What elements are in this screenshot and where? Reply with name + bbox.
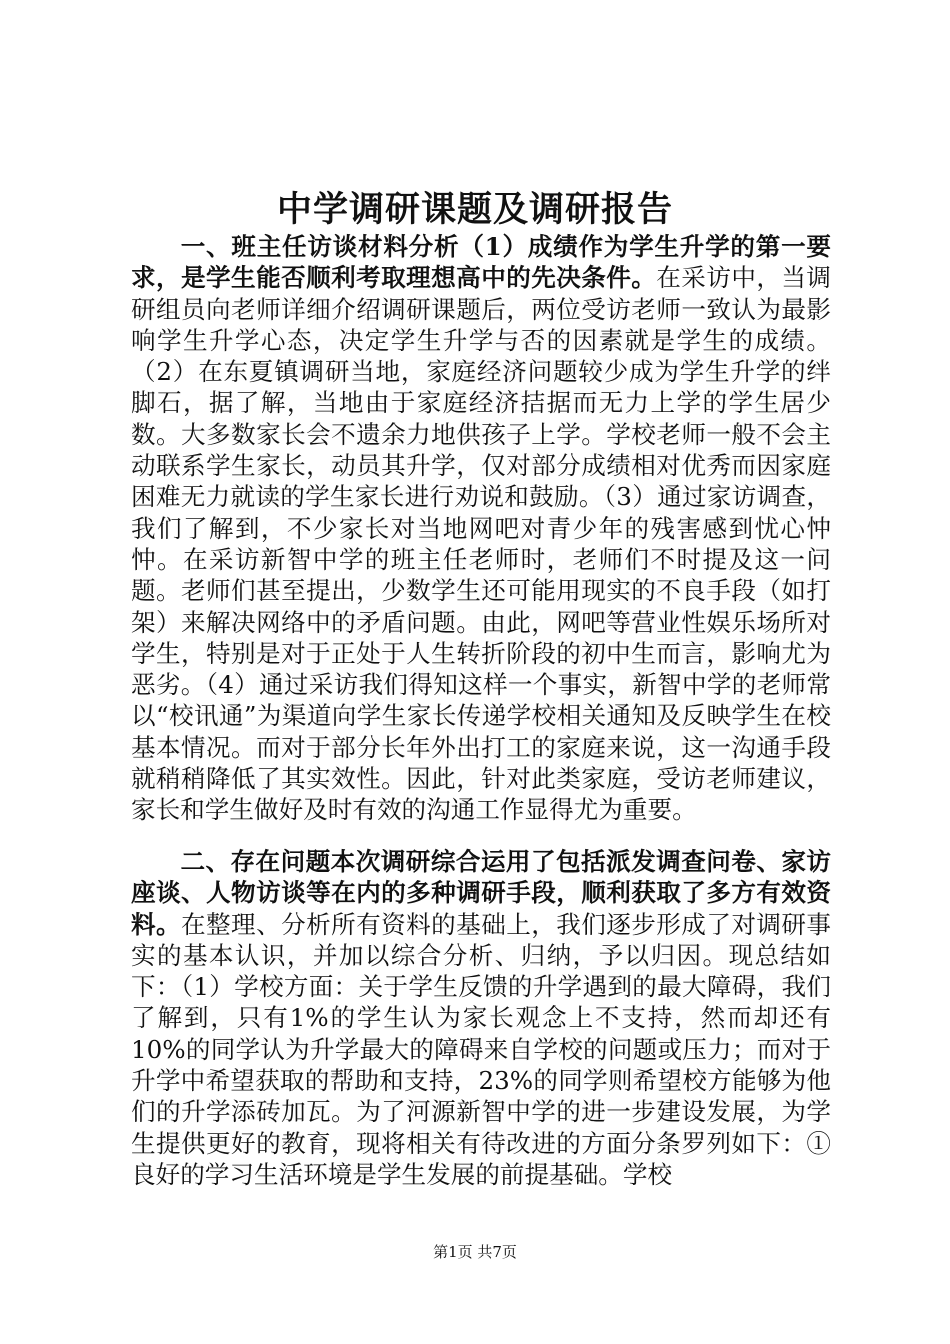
document-title: 中学调研课题及调研报告 bbox=[276, 189, 673, 230]
paragraph-2 bbox=[131, 846, 831, 1190]
page-footer: 第1页 共7页 bbox=[433, 1243, 517, 1261]
paragraph-2-lead: 二、存在问题本次调研综合运用了包括派发调查问卷、家访座谈、人物访谈等在内的多种调研手段，顺利获取了多方有效资料。 bbox=[131, 847, 831, 939]
paragraph-1-text: 在采访中，当调研组员向老师详细介绍调研课题后，两位受访老师一致认为最影响学生升学心态，决定学生升学与否的因素就是学生的成绩。（2）在东夏镇调研当地，家庭经济问题较少成为学生升学的绊脚石，据了解，当地由于家庭经济拮据而无力上学的学生居少数。大多数家长会不遗余力地供孩子上学。学校老师一般不会主动联系学生家长，动员其升学，仅对部分成绩相对优秀而因家庭困难无力就读的学生家长进行劝说和鼓励。（3）通过家访调查，我们了解到，不少家长对当地网吧对青少年的残害感到忧心忡忡。在采访新智中学的班主任老师时，老师们不时提及这一问题。老师们甚至提出，少数学生还可能用现实的不良手段（如打架）来解决网络中的矛盾问题。由此，网吧等营业性娱乐场所对学生，特别是对于正处于人生转折阶段的初中生而言，影响尤为恶劣。（4）通过采访我们得知这样一个事实，新智中学的老师常以“校讯通”为渠道向学生家长传递学校相关通知及反映学生在校基本情况。而对于部分长年外出打工的家庭来说，这一沟通手段就稍稍降低了其实效性。因此，针对此类家庭，受访老师建议，家长和学生做好及时有效的沟通工作显得尤为重要。 bbox=[131, 263, 831, 825]
paragraph-1-lead: 一、班主任访谈材料分析（1）成绩作为学生升学的第一要求，是学生能否顺利考取理想高中的先决条件。 bbox=[131, 232, 831, 293]
paragraph-2-text: 在整理、分析所有资料的基础上，我们逐步形成了对调研事实的基本认识，并加以综合分析、归纳，予以归因。现总结如下：（1）学校方面：关于学生反馈的升学遇到的最大障碍，我们了解到，只有1%的学生认为家长观念上不支持，然而却还有10%的同学认为升学最大的障碍来自学校的问题或压力；而对于升学中希望获取的帮助和支持，23%的同学则希望校方能够为他们的升学添砖加瓦。为了河源新智中学的进一步建设发展，为学生提供更好的教育，现将相关有待改进的方面分条罗列如下：①良好的学习生活环境是学生发展的前提基础。学校 bbox=[131, 909, 831, 1189]
paragraph-1 bbox=[131, 231, 831, 826]
